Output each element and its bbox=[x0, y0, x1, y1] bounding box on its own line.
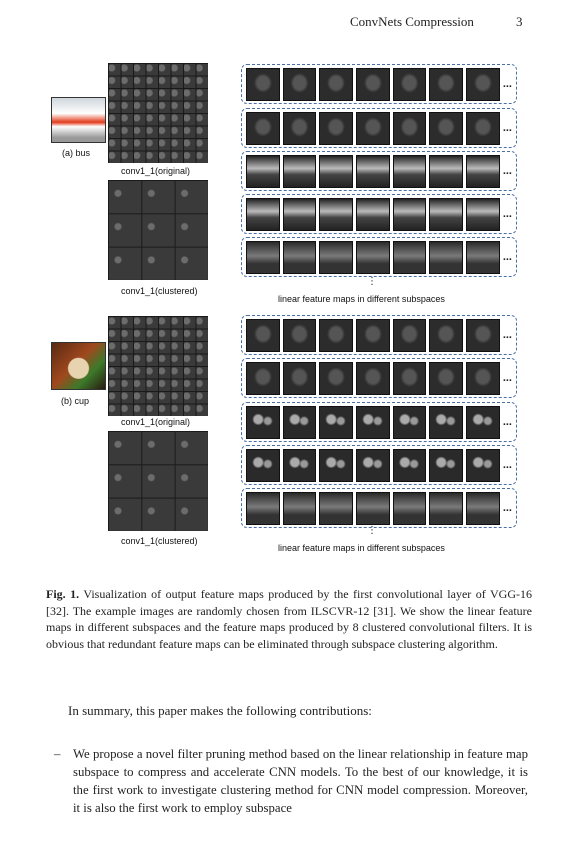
feature-map bbox=[466, 362, 500, 395]
bus-subspace-row-4 bbox=[241, 194, 517, 234]
row-ellipsis: ... bbox=[502, 329, 512, 341]
feature-map bbox=[429, 319, 463, 352]
row-ellipsis: ... bbox=[502, 251, 512, 263]
label-cup-clustered: conv1_1(clustered) bbox=[121, 536, 198, 546]
feature-map bbox=[429, 362, 463, 395]
feature-map bbox=[283, 112, 317, 145]
feature-map bbox=[246, 155, 280, 188]
feature-map bbox=[356, 319, 390, 352]
feature-map bbox=[429, 406, 463, 439]
feature-map bbox=[393, 319, 427, 352]
cup-original-filters-grid bbox=[108, 316, 208, 416]
page-number: 3 bbox=[516, 14, 523, 29]
feature-map bbox=[466, 68, 500, 101]
caption-label: Fig. 1. bbox=[46, 587, 80, 601]
feature-map bbox=[356, 112, 390, 145]
feature-map bbox=[283, 198, 317, 231]
feature-map bbox=[356, 362, 390, 395]
figure-caption bbox=[46, 586, 532, 652]
feature-map bbox=[393, 406, 427, 439]
bus-subspace-row-2 bbox=[241, 108, 517, 148]
feature-map bbox=[466, 406, 500, 439]
feature-map bbox=[283, 319, 317, 352]
feature-map bbox=[319, 319, 353, 352]
bullet-text: We propose a novel filter pruning method based on the linear relationship in feature map subspace to compress and accelerate CNN models. To the best of our knowledge, it is the first work to investigate clustering method for CNN model compression. Moreover, it is also the first work to employ subspace bbox=[73, 747, 528, 815]
feature-map bbox=[393, 362, 427, 395]
feature-map bbox=[356, 155, 390, 188]
feature-map bbox=[283, 492, 317, 525]
feature-map bbox=[466, 112, 500, 145]
feature-map bbox=[283, 155, 317, 188]
bus-clustered-filters-grid bbox=[108, 180, 208, 280]
feature-map bbox=[429, 112, 463, 145]
feature-map bbox=[319, 406, 353, 439]
label-bus-original: conv1_1(original) bbox=[121, 166, 191, 176]
feature-map bbox=[356, 241, 390, 274]
row-ellipsis: ... bbox=[502, 78, 512, 90]
feature-map bbox=[429, 198, 463, 231]
cup-clustered-filters-grid bbox=[108, 431, 208, 531]
feature-map bbox=[393, 198, 427, 231]
feature-map bbox=[319, 449, 353, 482]
feature-map bbox=[319, 241, 353, 274]
feature-map bbox=[283, 241, 317, 274]
cup-subspace-row-5 bbox=[241, 488, 517, 528]
bus-subspace-row-5 bbox=[241, 237, 517, 277]
row-ellipsis: ... bbox=[502, 208, 512, 220]
cup-subspace-row-1 bbox=[241, 315, 517, 355]
label-bus: (a) bus bbox=[62, 148, 91, 158]
feature-map bbox=[393, 492, 427, 525]
feature-map bbox=[356, 406, 390, 439]
bus-subspace-row-3 bbox=[241, 151, 517, 191]
row-ellipsis: ... bbox=[502, 416, 512, 428]
vertical-ellipsis-bus: ⋮ bbox=[367, 276, 377, 287]
feature-map bbox=[429, 449, 463, 482]
feature-map bbox=[283, 449, 317, 482]
feature-map bbox=[246, 319, 280, 352]
cup-subspace-row-2 bbox=[241, 358, 517, 398]
summary-paragraph: In summary, this paper makes the following contributions: bbox=[68, 703, 372, 718]
cup-subspace-row-4 bbox=[241, 445, 517, 485]
feature-map bbox=[466, 319, 500, 352]
label-cup: (b) cup bbox=[61, 396, 90, 406]
vertical-ellipsis-cup: ⋮ bbox=[367, 525, 377, 536]
feature-map bbox=[429, 155, 463, 188]
bullet-dash: – bbox=[54, 747, 61, 761]
feature-map bbox=[319, 198, 353, 231]
feature-map bbox=[466, 241, 500, 274]
feature-map bbox=[319, 492, 353, 525]
label-linear-feature-maps-bus: linear feature maps in different subspaces bbox=[278, 294, 445, 304]
feature-map bbox=[319, 68, 353, 101]
cup-image bbox=[51, 342, 106, 390]
row-ellipsis: ... bbox=[502, 372, 512, 384]
feature-map bbox=[393, 155, 427, 188]
running-header-title: ConvNets Compression bbox=[350, 14, 474, 29]
label-linear-feature-maps-cup: linear feature maps in different subspaces bbox=[278, 543, 445, 553]
row-ellipsis: ... bbox=[502, 122, 512, 134]
contribution-bullet bbox=[54, 745, 528, 817]
bus-subspace-row-1 bbox=[241, 64, 517, 104]
feature-map bbox=[356, 492, 390, 525]
feature-map bbox=[466, 198, 500, 231]
feature-map bbox=[429, 492, 463, 525]
feature-map bbox=[283, 362, 317, 395]
row-ellipsis: ... bbox=[502, 165, 512, 177]
feature-map bbox=[246, 112, 280, 145]
feature-map bbox=[356, 449, 390, 482]
feature-map bbox=[393, 241, 427, 274]
row-ellipsis: ... bbox=[502, 502, 512, 514]
caption-text: Visualization of output feature maps produced by the first convolutional layer of VGG-16 [32]. The example images are randomly chosen from ILSCVR-12 [31]. We show the linear feature maps in different subspaces and the feature maps produced by 8 clustered convolutional filters. It is obvious that redundant feature maps can be eliminated through subspace clustering algorithm. bbox=[46, 587, 532, 651]
label-cup-original: conv1_1(original) bbox=[121, 417, 191, 427]
feature-map bbox=[246, 449, 280, 482]
feature-map bbox=[393, 449, 427, 482]
feature-map bbox=[246, 241, 280, 274]
feature-map bbox=[319, 362, 353, 395]
row-ellipsis: ... bbox=[502, 459, 512, 471]
feature-map bbox=[429, 68, 463, 101]
feature-map bbox=[466, 492, 500, 525]
feature-map bbox=[393, 112, 427, 145]
feature-map bbox=[466, 449, 500, 482]
feature-map bbox=[466, 155, 500, 188]
feature-map bbox=[246, 406, 280, 439]
feature-map bbox=[246, 198, 280, 231]
feature-map bbox=[283, 406, 317, 439]
bus-image bbox=[51, 97, 106, 143]
feature-map bbox=[319, 112, 353, 145]
feature-map bbox=[283, 68, 317, 101]
feature-map bbox=[356, 198, 390, 231]
cup-subspace-row-3 bbox=[241, 402, 517, 442]
feature-map bbox=[429, 241, 463, 274]
bus-original-filters-grid bbox=[108, 63, 208, 163]
feature-map bbox=[393, 68, 427, 101]
feature-map bbox=[246, 68, 280, 101]
feature-map bbox=[246, 362, 280, 395]
feature-map bbox=[246, 492, 280, 525]
feature-map bbox=[356, 68, 390, 101]
label-bus-clustered: conv1_1(clustered) bbox=[121, 286, 198, 296]
feature-map bbox=[319, 155, 353, 188]
